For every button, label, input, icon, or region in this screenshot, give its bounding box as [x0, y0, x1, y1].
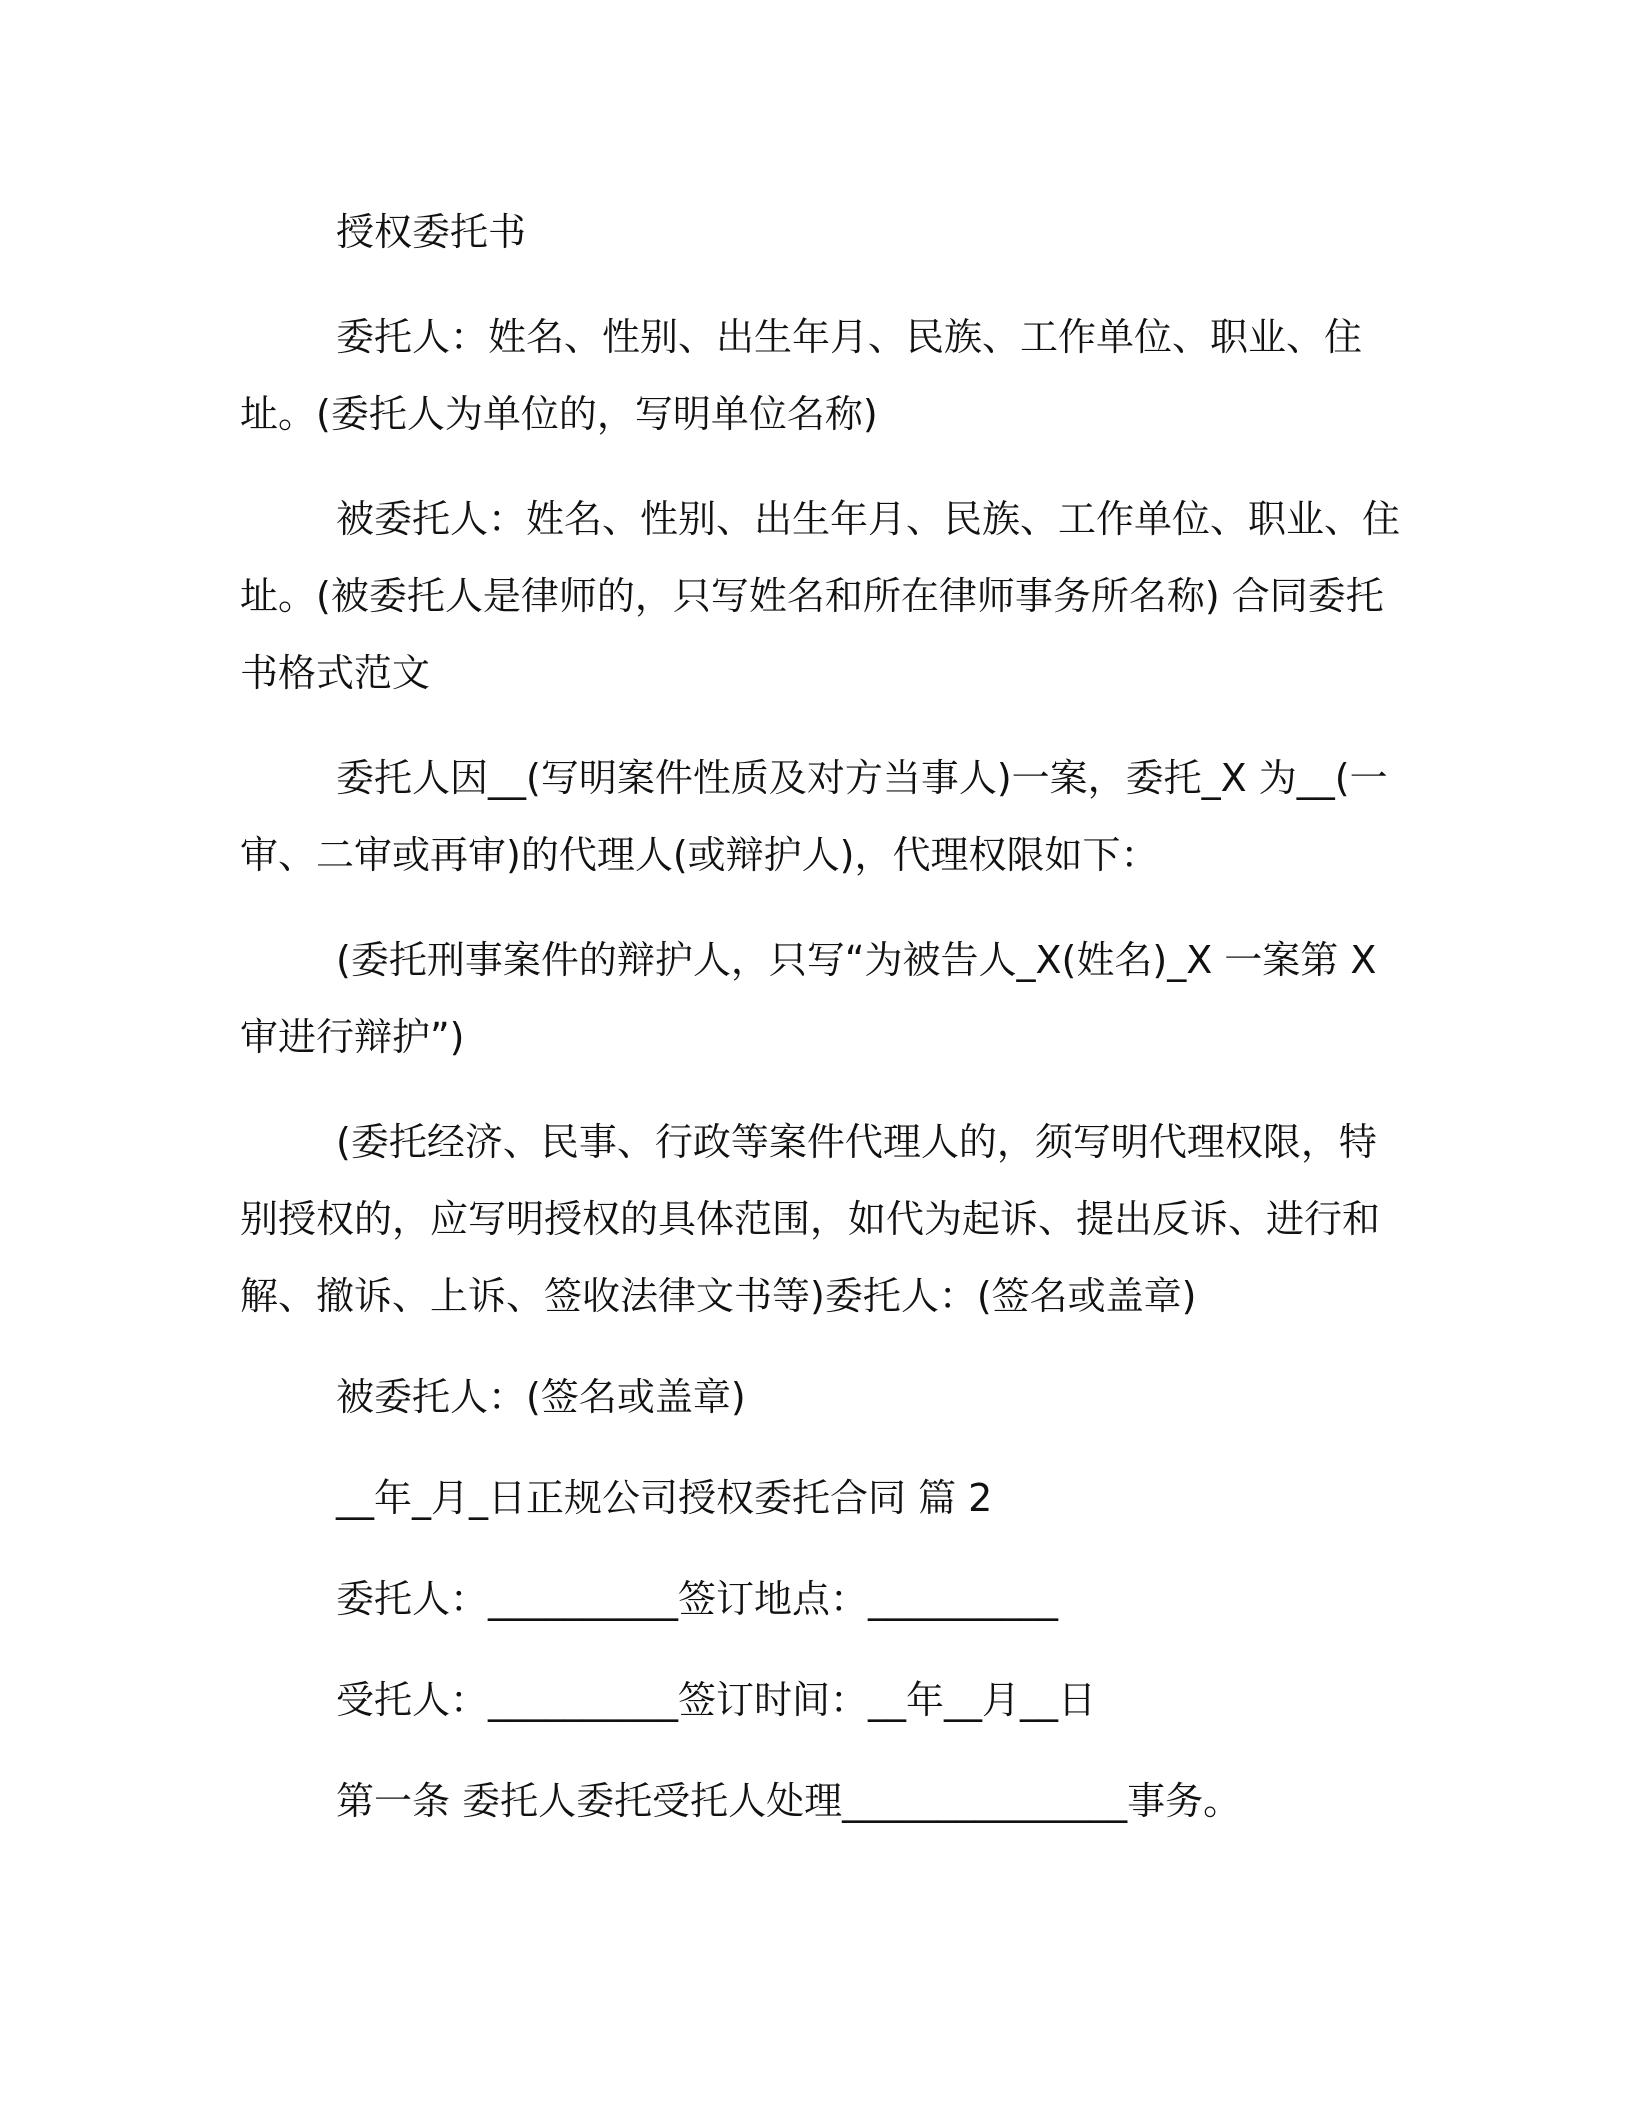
- paragraph-case-entrustment: 委托人因__(写明案件性质及对方当事人)一案，委托_X 为__(一审、二审或再审)的代理人(或辩护人)，代理权限如下：: [240, 756, 1388, 877]
- paragraph-principal: 委托人：姓名、性别、出生年月、民族、工作单位、职业、住址。(委托人为单位的，写明单位名称): [240, 315, 1363, 436]
- document-body: [240, 194, 1400, 1840]
- paragraph-agent: 被委托人：姓名、性别、出生年月、民族、工作单位、职业、住址。(被委托人是律师的，只写姓名和所在律师事务所名称) 合同委托书格式范文: [240, 497, 1401, 695]
- paragraph-article-one: 第一条 委托人委托受托人处理_______________事务。: [336, 1779, 1242, 1823]
- paragraph-date-heading: __年_月_日正规公司授权委托合同 篇 2: [336, 1476, 993, 1520]
- paragraph-agent-signature: 被委托人：(签名或盖章): [336, 1375, 746, 1419]
- paragraph-trustee-time: 受托人：__________签订时间：__年__月__日: [336, 1678, 1097, 1722]
- paragraph-principal-place: 委托人：__________签订地点：__________: [336, 1577, 1059, 1621]
- document-title: 授权委托书: [336, 210, 527, 254]
- paragraph-civil-authority: (委托经济、民事、行政等案件代理人的，须写明代理权限，特别授权的，应写明授权的具体范围，如代为起诉、提出反诉、进行和解、撤诉、上诉、签收法律文书等)委托人：(签名或盖章): [240, 1120, 1381, 1318]
- paragraph-criminal-defense: (委托刑事案件的辩护人，只写“为被告人_X(姓名)_X 一案第 X 审进行辩护”): [240, 938, 1377, 1059]
